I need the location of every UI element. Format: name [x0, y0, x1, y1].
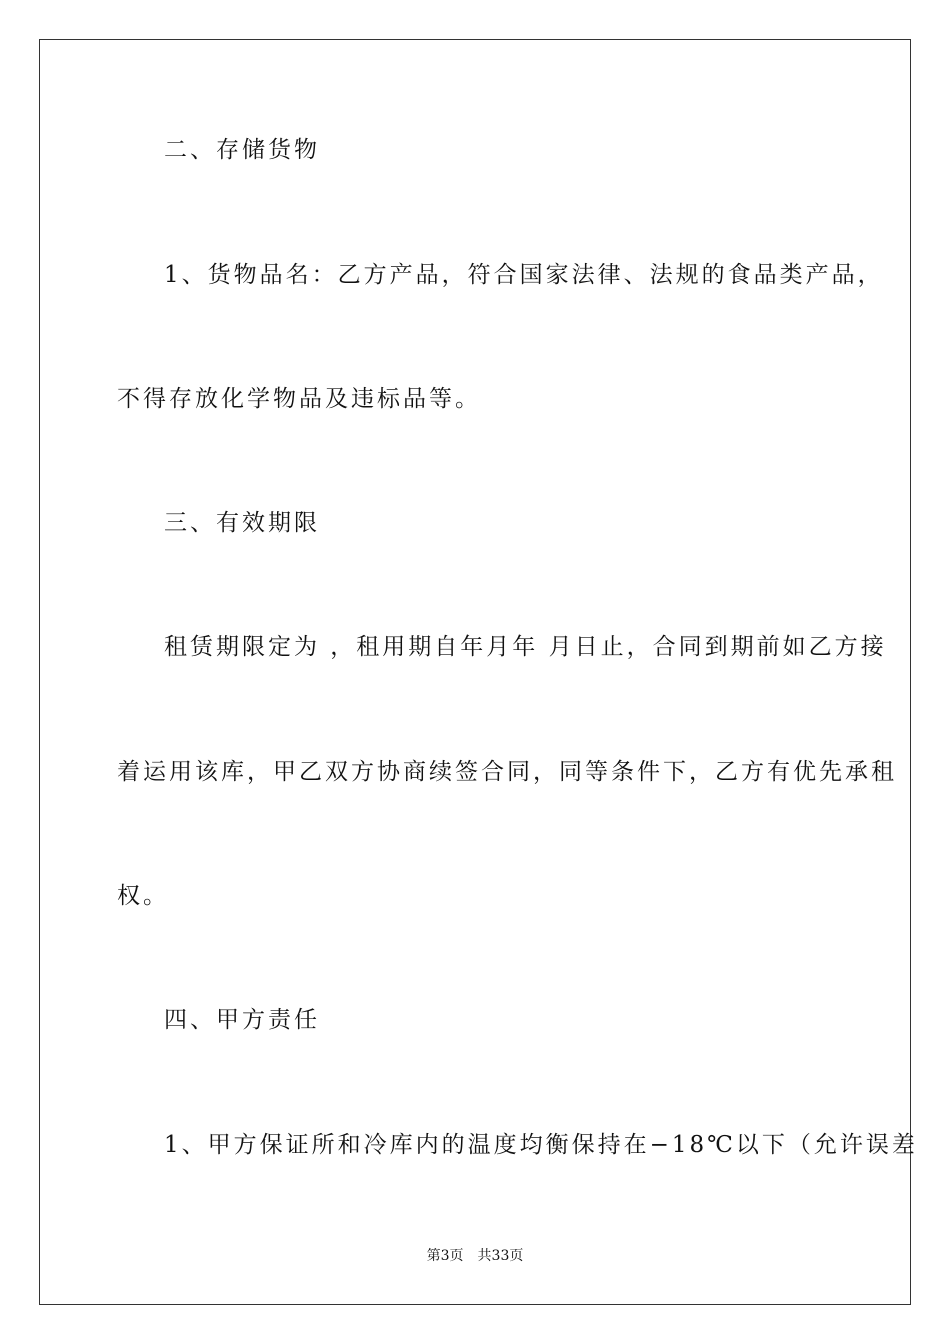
section-heading-storage-goods: 二、存储货物 — [164, 137, 320, 163]
page-total: 共33页 — [477, 1248, 524, 1264]
paragraph-line: 权。 — [117, 883, 169, 909]
paragraph-line: 着运用该库，甲乙双方协商续签合同，同等条件下，乙方有优先承租 — [117, 759, 897, 785]
section-heading-validity-period: 三、有效期限 — [164, 510, 320, 536]
page-footer — [0, 1247, 950, 1265]
paragraph-line: 租赁期限定为 ，租用期自年月年 月日止，合同到期前如乙方接 — [164, 634, 887, 660]
page-number: 第3页 — [426, 1248, 464, 1264]
page-border — [39, 39, 918, 1305]
paragraph-line: 1、货物品名：乙方产品，符合国家法律、法规的食品类产品， — [164, 262, 884, 288]
paragraph-line: 1、甲方保证所和冷库内的温度均衡保持在−18℃以下（允许误差 — [164, 1132, 918, 1158]
section-heading-party-a-responsibility: 四、甲方责任 — [164, 1007, 320, 1033]
paragraph-line: 不得存放化学物品及违标品等。 — [117, 386, 481, 412]
